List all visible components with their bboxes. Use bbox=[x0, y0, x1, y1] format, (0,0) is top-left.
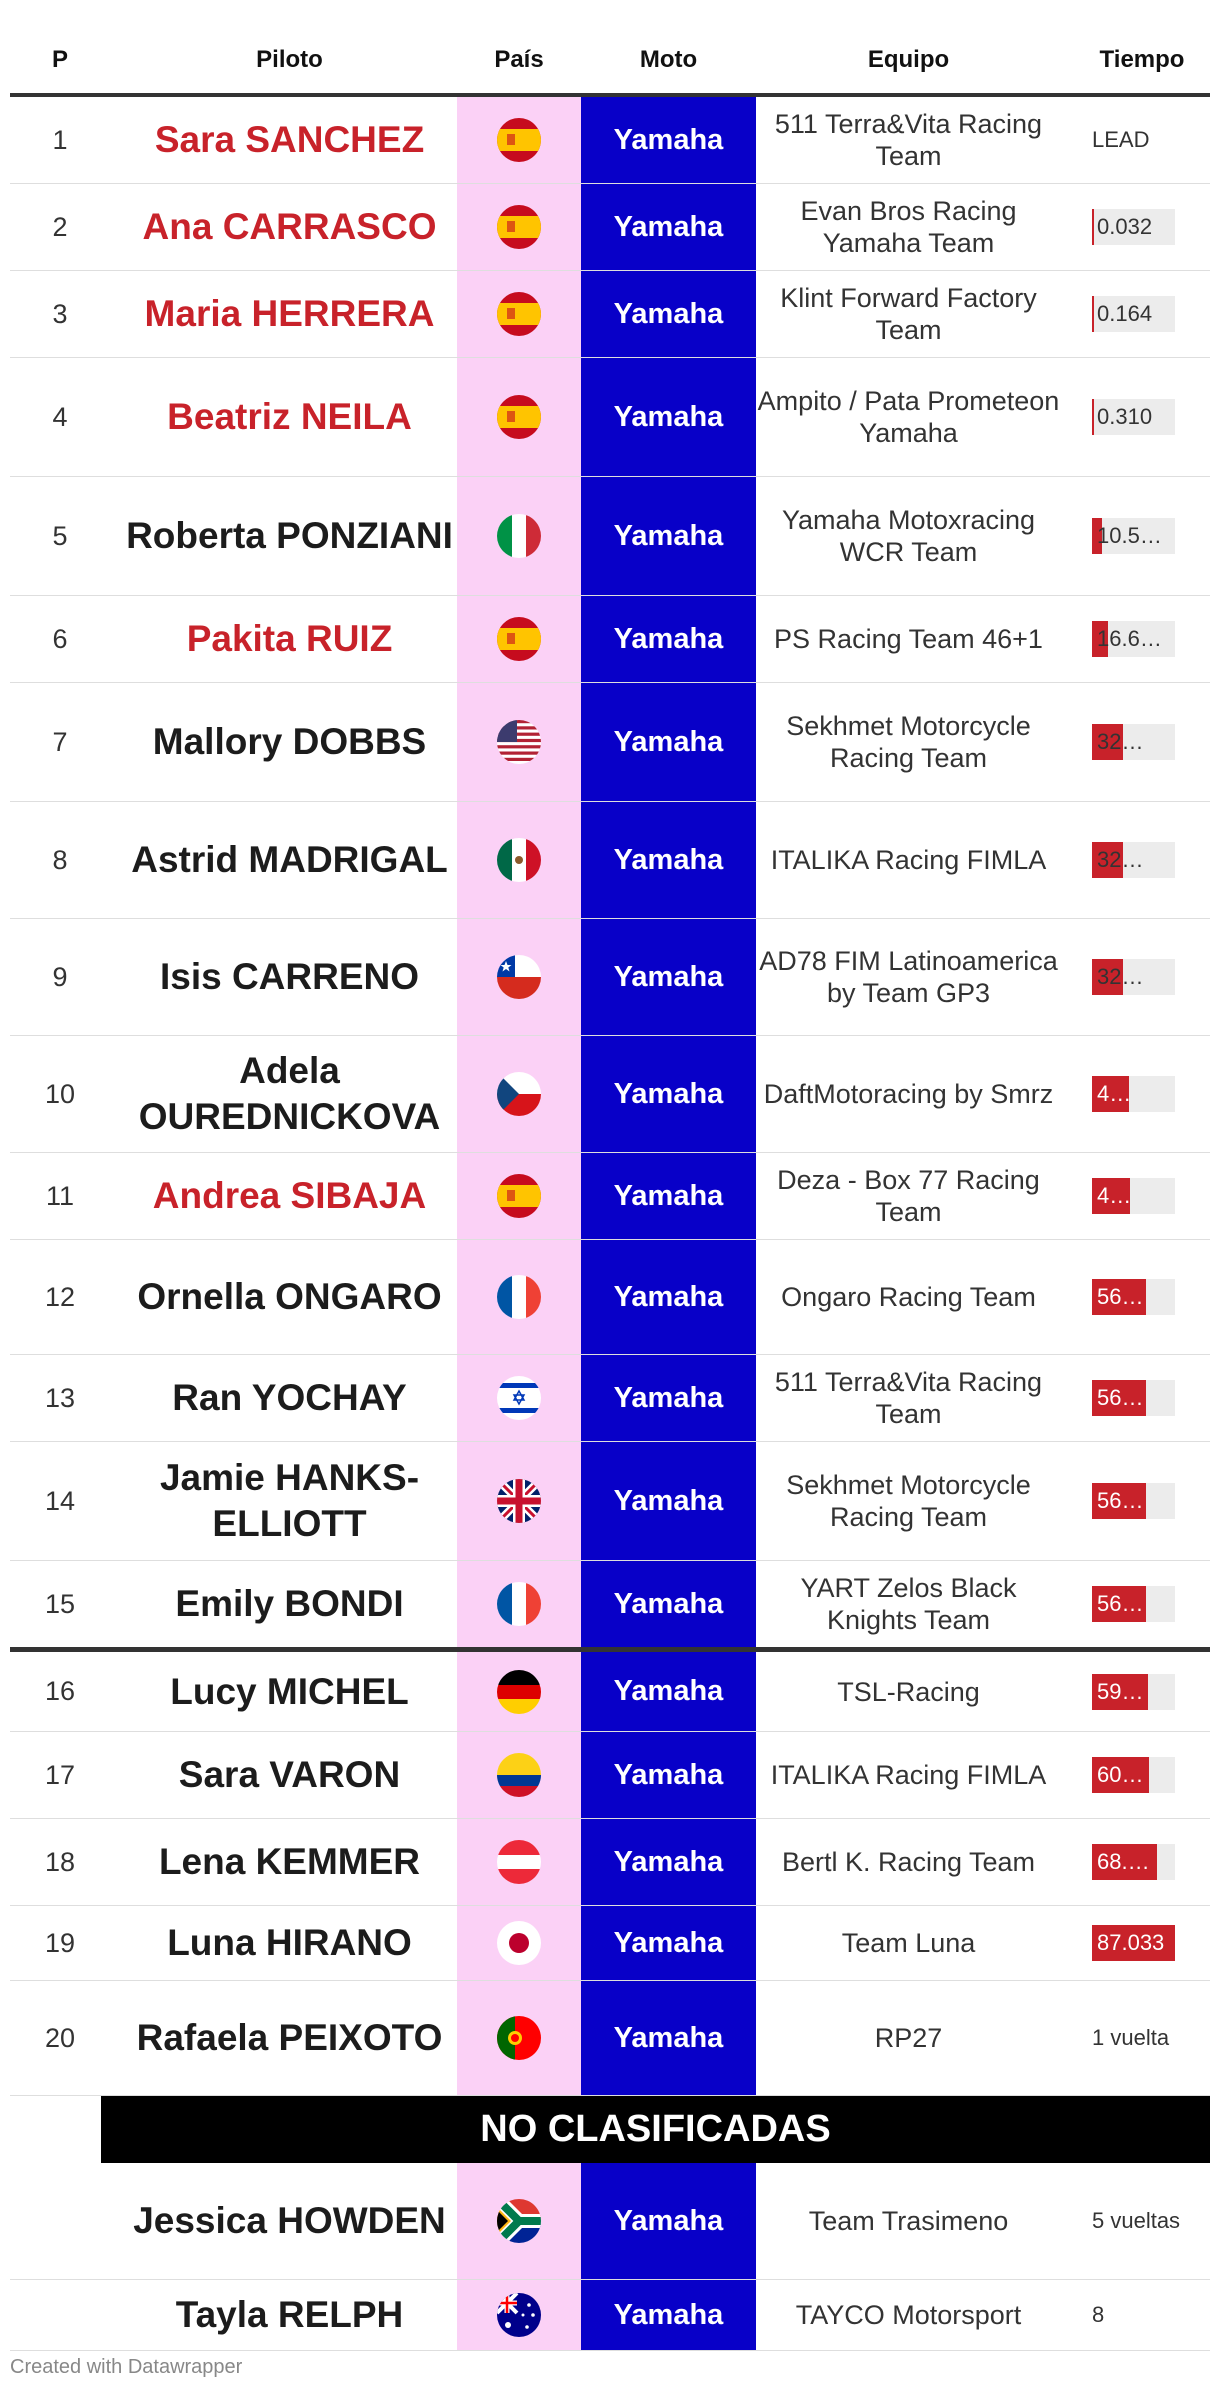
bike-cell: Yamaha bbox=[581, 271, 756, 357]
bike-cell: Yamaha bbox=[581, 97, 756, 183]
gap-bar bbox=[1092, 1757, 1175, 1793]
italy-flag bbox=[497, 514, 541, 558]
rider-name: Maria HERRERA bbox=[144, 293, 435, 334]
country-cell bbox=[457, 1906, 581, 1980]
bike-cell: Yamaha bbox=[581, 1153, 756, 1239]
results-table bbox=[10, 0, 1210, 2351]
rider-name: Ran YOCHAY bbox=[172, 1377, 407, 1418]
bike-cell: Yamaha bbox=[581, 1732, 756, 1818]
bike-cell: Yamaha bbox=[581, 184, 756, 270]
team-cell: Team Luna bbox=[841, 1928, 976, 1958]
time-cell bbox=[1092, 271, 1210, 357]
gap-bar bbox=[1092, 1076, 1175, 1112]
gap-bar bbox=[1092, 209, 1175, 245]
position-cell: 13 bbox=[44, 1382, 76, 1413]
table-row bbox=[10, 184, 1210, 271]
team-cell: Ongaro Racing Team bbox=[781, 1282, 1036, 1312]
table-row bbox=[10, 1732, 1210, 1819]
country-cell bbox=[457, 1561, 581, 1647]
table-row bbox=[10, 1819, 1210, 1906]
country-cell bbox=[457, 1732, 581, 1818]
table-row bbox=[10, 1906, 1210, 1981]
south-africa-flag bbox=[497, 2199, 541, 2243]
gap-bar bbox=[1092, 1925, 1175, 1961]
spain-flag bbox=[497, 395, 541, 439]
austria-flag bbox=[497, 1840, 541, 1884]
country-cell bbox=[457, 919, 581, 1035]
bike-cell: Yamaha bbox=[581, 2163, 756, 2279]
table-row bbox=[10, 97, 1210, 184]
time-value: 56… bbox=[1097, 1284, 1144, 1309]
team-cell: 511 Terra&Vita Racing Team bbox=[774, 109, 1043, 171]
bike-cell: Yamaha bbox=[581, 1652, 756, 1731]
usa-flag bbox=[497, 720, 541, 764]
time-cell bbox=[1092, 802, 1210, 918]
bike-cell: Yamaha bbox=[581, 358, 756, 476]
country-cell bbox=[457, 358, 581, 476]
rider-name: Mallory DOBBS bbox=[152, 721, 427, 762]
country-cell bbox=[457, 477, 581, 595]
team-cell: ITALIKA Racing FIMLA bbox=[770, 1760, 1047, 1790]
time-value: 32… bbox=[1097, 964, 1144, 989]
country-cell bbox=[457, 2280, 581, 2350]
header-position: P bbox=[51, 46, 68, 73]
rider-name: Lucy MICHEL bbox=[170, 1670, 409, 1712]
spain-flag bbox=[497, 118, 541, 162]
country-cell bbox=[457, 271, 581, 357]
team-cell: PS Racing Team 46+1 bbox=[774, 624, 1043, 654]
spain-flag bbox=[497, 292, 541, 336]
rider-name: Luna HIRANO bbox=[167, 1922, 412, 1963]
position-cell: 6 bbox=[52, 623, 68, 654]
table-row bbox=[10, 683, 1210, 802]
gap-bar bbox=[1092, 518, 1175, 554]
team-cell: TSL-Racing bbox=[837, 1676, 980, 1707]
germany-flag bbox=[497, 1670, 541, 1714]
table-row bbox=[10, 1652, 1210, 1732]
header-country: País bbox=[494, 46, 544, 73]
time-value: 0.164 bbox=[1097, 301, 1153, 326]
table-row bbox=[10, 1153, 1210, 1240]
position-cell: 7 bbox=[52, 726, 68, 757]
time-cell bbox=[1092, 1819, 1210, 1905]
position-cell: 3 bbox=[52, 298, 68, 329]
rider-name: Sara VARON bbox=[178, 1754, 401, 1795]
time-cell bbox=[1092, 919, 1210, 1035]
bike-cell: Yamaha bbox=[581, 2280, 756, 2350]
time-value: 4… bbox=[1097, 1183, 1132, 1208]
table-row bbox=[10, 1442, 1210, 1561]
position-cell: 19 bbox=[44, 1927, 76, 1958]
time-cell bbox=[1092, 477, 1210, 595]
portugal-flag bbox=[497, 2016, 541, 2060]
rider-name: Roberta PONZIANI bbox=[126, 515, 453, 556]
gap-bar bbox=[1092, 296, 1175, 332]
team-cell: Ampito / Pata Prometeon Yamaha bbox=[757, 386, 1060, 448]
team-cell: TAYCO Motorsport bbox=[795, 2300, 1022, 2330]
position-cell: 2 bbox=[52, 211, 68, 242]
time-value: 0.032 bbox=[1097, 214, 1153, 239]
header-bike: Moto bbox=[639, 46, 698, 73]
time-cell bbox=[1092, 184, 1210, 270]
time-value: 8 bbox=[1092, 2302, 1105, 2327]
time-cell bbox=[1092, 1240, 1210, 1354]
bike-cell: Yamaha bbox=[581, 802, 756, 918]
country-cell bbox=[457, 2163, 581, 2279]
position-cell: 5 bbox=[52, 520, 68, 551]
table-row bbox=[10, 2280, 1210, 2351]
position-cell: 10 bbox=[44, 1078, 76, 1109]
gap-bar bbox=[1092, 1586, 1175, 1622]
bike-cell: Yamaha bbox=[581, 596, 756, 682]
time-cell bbox=[1092, 1981, 1210, 2095]
table-row bbox=[10, 596, 1210, 683]
france-flag bbox=[497, 1582, 541, 1626]
time-cell bbox=[1092, 1561, 1210, 1647]
country-cell bbox=[457, 802, 581, 918]
country-cell bbox=[457, 1819, 581, 1905]
team-cell: Sekhmet Motorcycle Racing Team bbox=[786, 711, 1031, 773]
rider-name: Adela OUREDNICKOVA bbox=[138, 1050, 441, 1137]
time-cell bbox=[1092, 683, 1210, 801]
table-row bbox=[10, 1561, 1210, 1652]
bike-cell: Yamaha bbox=[581, 1442, 756, 1560]
rider-name: Emily BONDI bbox=[175, 1583, 404, 1624]
team-cell: AD78 FIM Latinoamerica by Team GP3 bbox=[759, 946, 1058, 1008]
country-cell bbox=[457, 184, 581, 270]
time-cell bbox=[1092, 1036, 1210, 1152]
rider-name: Jessica HOWDEN bbox=[133, 2200, 446, 2241]
table-row bbox=[10, 802, 1210, 919]
bike-cell: Yamaha bbox=[581, 477, 756, 595]
position-cell: 9 bbox=[52, 961, 68, 992]
spain-flag bbox=[497, 617, 541, 661]
position-cell: 4 bbox=[52, 401, 68, 432]
time-value: 56… bbox=[1097, 1385, 1144, 1410]
time-value: 4… bbox=[1097, 1081, 1132, 1106]
team-cell: ITALIKA Racing FIMLA bbox=[770, 845, 1047, 875]
rider-name: Isis CARRENO bbox=[159, 956, 420, 997]
time-value: 0.310 bbox=[1097, 404, 1153, 429]
table-row bbox=[10, 1036, 1210, 1153]
table-row bbox=[10, 2163, 1210, 2280]
time-cell bbox=[1092, 2280, 1210, 2350]
gap-bar bbox=[1092, 399, 1175, 435]
table-row bbox=[10, 1240, 1210, 1355]
australia-flag bbox=[497, 2293, 541, 2337]
header-team: Equipo bbox=[867, 46, 950, 73]
header-time: Tiempo bbox=[1099, 46, 1185, 73]
table-row bbox=[10, 919, 1210, 1036]
bike-cell: Yamaha bbox=[581, 1819, 756, 1905]
bike-cell: Yamaha bbox=[581, 683, 756, 801]
spain-flag bbox=[497, 205, 541, 249]
footer-credit: Created with Datawrapper bbox=[10, 2356, 243, 2378]
time-cell bbox=[1092, 1652, 1210, 1731]
country-cell bbox=[457, 1153, 581, 1239]
rider-name: Pakita RUIZ bbox=[186, 618, 393, 659]
country-cell bbox=[457, 1036, 581, 1152]
mexico-flag bbox=[497, 838, 541, 882]
position-cell: 12 bbox=[44, 1281, 76, 1312]
time-cell bbox=[1092, 1153, 1210, 1239]
gap-bar bbox=[1092, 1483, 1175, 1519]
time-value: 56… bbox=[1097, 1591, 1144, 1616]
country-cell bbox=[457, 1355, 581, 1441]
time-value: 1 vuelta bbox=[1092, 2025, 1170, 2050]
chile-flag bbox=[497, 955, 541, 999]
time-value: 68.… bbox=[1097, 1849, 1150, 1874]
time-value: 32… bbox=[1097, 729, 1144, 754]
france-flag bbox=[497, 1275, 541, 1319]
time-value: 60… bbox=[1097, 1762, 1144, 1787]
spain-flag bbox=[497, 1174, 541, 1218]
classified-rows bbox=[10, 97, 1210, 2096]
rider-name: Astrid MADRIGAL bbox=[131, 839, 448, 880]
time-value: 10.5… bbox=[1097, 523, 1162, 548]
rider-name: Lena KEMMER bbox=[158, 1841, 421, 1882]
position-cell: 17 bbox=[44, 1759, 76, 1790]
country-cell bbox=[457, 596, 581, 682]
time-cell bbox=[1092, 1355, 1210, 1441]
bike-cell: Yamaha bbox=[581, 1906, 756, 1980]
position-cell: 18 bbox=[44, 1846, 76, 1877]
table-row bbox=[10, 1355, 1210, 1442]
bike-cell: Yamaha bbox=[581, 919, 756, 1035]
team-cell: Klint Forward Factory Team bbox=[780, 283, 1037, 345]
team-cell: Yamaha Motoxracing WCR Team bbox=[781, 505, 1036, 567]
country-cell bbox=[457, 1981, 581, 2095]
time-cell bbox=[1092, 596, 1210, 682]
gap-bar bbox=[1092, 842, 1175, 878]
team-cell: DaftMotoracing by Smrz bbox=[763, 1079, 1054, 1109]
rider-name: Andrea SIBAJA bbox=[152, 1175, 427, 1216]
not-classified-divider bbox=[10, 2096, 1210, 2163]
gap-bar bbox=[1092, 1674, 1175, 1710]
time-cell bbox=[1092, 1732, 1210, 1818]
gap-bar bbox=[1092, 724, 1175, 760]
rider-name: Ornella ONGARO bbox=[137, 1276, 442, 1317]
header-rider: Piloto bbox=[256, 46, 323, 73]
country-cell bbox=[457, 97, 581, 183]
team-cell: 511 Terra&Vita Racing Team bbox=[774, 1367, 1043, 1429]
table-header bbox=[10, 0, 1210, 97]
team-cell: Evan Bros Racing Yamaha Team bbox=[800, 196, 1017, 258]
position-cell: 16 bbox=[44, 1676, 76, 1706]
uk-flag bbox=[497, 1479, 541, 1523]
time-value: LEAD bbox=[1092, 127, 1150, 152]
country-cell bbox=[457, 1240, 581, 1354]
table-row bbox=[10, 271, 1210, 358]
table-row bbox=[10, 477, 1210, 596]
team-cell: Team Trasimeno bbox=[808, 2206, 1009, 2236]
gap-bar bbox=[1092, 1279, 1175, 1315]
position-cell: 15 bbox=[44, 1588, 76, 1619]
time-value: 56… bbox=[1097, 1488, 1144, 1513]
time-value: 5 vueltas bbox=[1092, 2208, 1181, 2233]
bike-cell: Yamaha bbox=[581, 1355, 756, 1441]
rider-name: Ana CARRASCO bbox=[142, 206, 437, 247]
bike-cell: Yamaha bbox=[581, 1561, 756, 1647]
czech-flag bbox=[497, 1072, 541, 1116]
team-cell: Bertl K. Racing Team bbox=[781, 1847, 1036, 1877]
rider-name: Rafaela PEIXOTO bbox=[136, 2017, 443, 2058]
not-classified-label: NO CLASIFICADAS bbox=[101, 2096, 1210, 2163]
team-cell: RP27 bbox=[874, 2023, 943, 2053]
rider-name: Jamie HANKS-ELLIOTT bbox=[159, 1457, 420, 1544]
team-cell: Deza - Box 77 Racing Team bbox=[777, 1165, 1040, 1227]
rider-name: Sara SANCHEZ bbox=[154, 119, 425, 160]
time-value: 16.6… bbox=[1097, 626, 1162, 651]
time-cell bbox=[1092, 1906, 1210, 1980]
time-value: 87.033 bbox=[1097, 1930, 1165, 1955]
position-cell: 8 bbox=[52, 844, 68, 875]
israel-flag bbox=[497, 1376, 541, 1420]
country-cell bbox=[457, 1442, 581, 1560]
team-cell: YART Zelos Black Knights Team bbox=[800, 1573, 1017, 1635]
colombia-flag bbox=[497, 1753, 541, 1797]
gap-bar bbox=[1092, 621, 1175, 657]
bike-cell: Yamaha bbox=[581, 1240, 756, 1354]
time-cell bbox=[1092, 2163, 1210, 2279]
position-cell bbox=[10, 2280, 110, 2350]
rider-name: Tayla RELPH bbox=[175, 2294, 404, 2335]
time-cell bbox=[1092, 358, 1210, 476]
position-cell bbox=[10, 2163, 110, 2279]
not-classified-rows bbox=[10, 2163, 1210, 2351]
position-cell: 14 bbox=[44, 1485, 76, 1516]
rider-name: Beatriz NEILA bbox=[167, 396, 412, 437]
table-row bbox=[10, 358, 1210, 477]
japan-flag bbox=[497, 1921, 541, 1965]
time-cell bbox=[1092, 97, 1210, 183]
position-cell: 20 bbox=[44, 2022, 76, 2053]
bike-cell: Yamaha bbox=[581, 1036, 756, 1152]
bike-cell: Yamaha bbox=[581, 1981, 756, 2095]
team-cell: Sekhmet Motorcycle Racing Team bbox=[786, 1470, 1031, 1532]
time-cell bbox=[1092, 1442, 1210, 1560]
time-value: 32… bbox=[1097, 847, 1144, 872]
time-value: 59… bbox=[1097, 1678, 1144, 1704]
country-cell bbox=[457, 683, 581, 801]
position-cell: 1 bbox=[52, 124, 68, 155]
gap-bar bbox=[1092, 1380, 1175, 1416]
gap-bar bbox=[1092, 1178, 1175, 1214]
gap-bar bbox=[1092, 1844, 1175, 1880]
gap-bar bbox=[1092, 959, 1175, 995]
position-cell: 11 bbox=[45, 1180, 75, 1211]
country-cell bbox=[457, 1652, 581, 1731]
table-row bbox=[10, 1981, 1210, 2096]
